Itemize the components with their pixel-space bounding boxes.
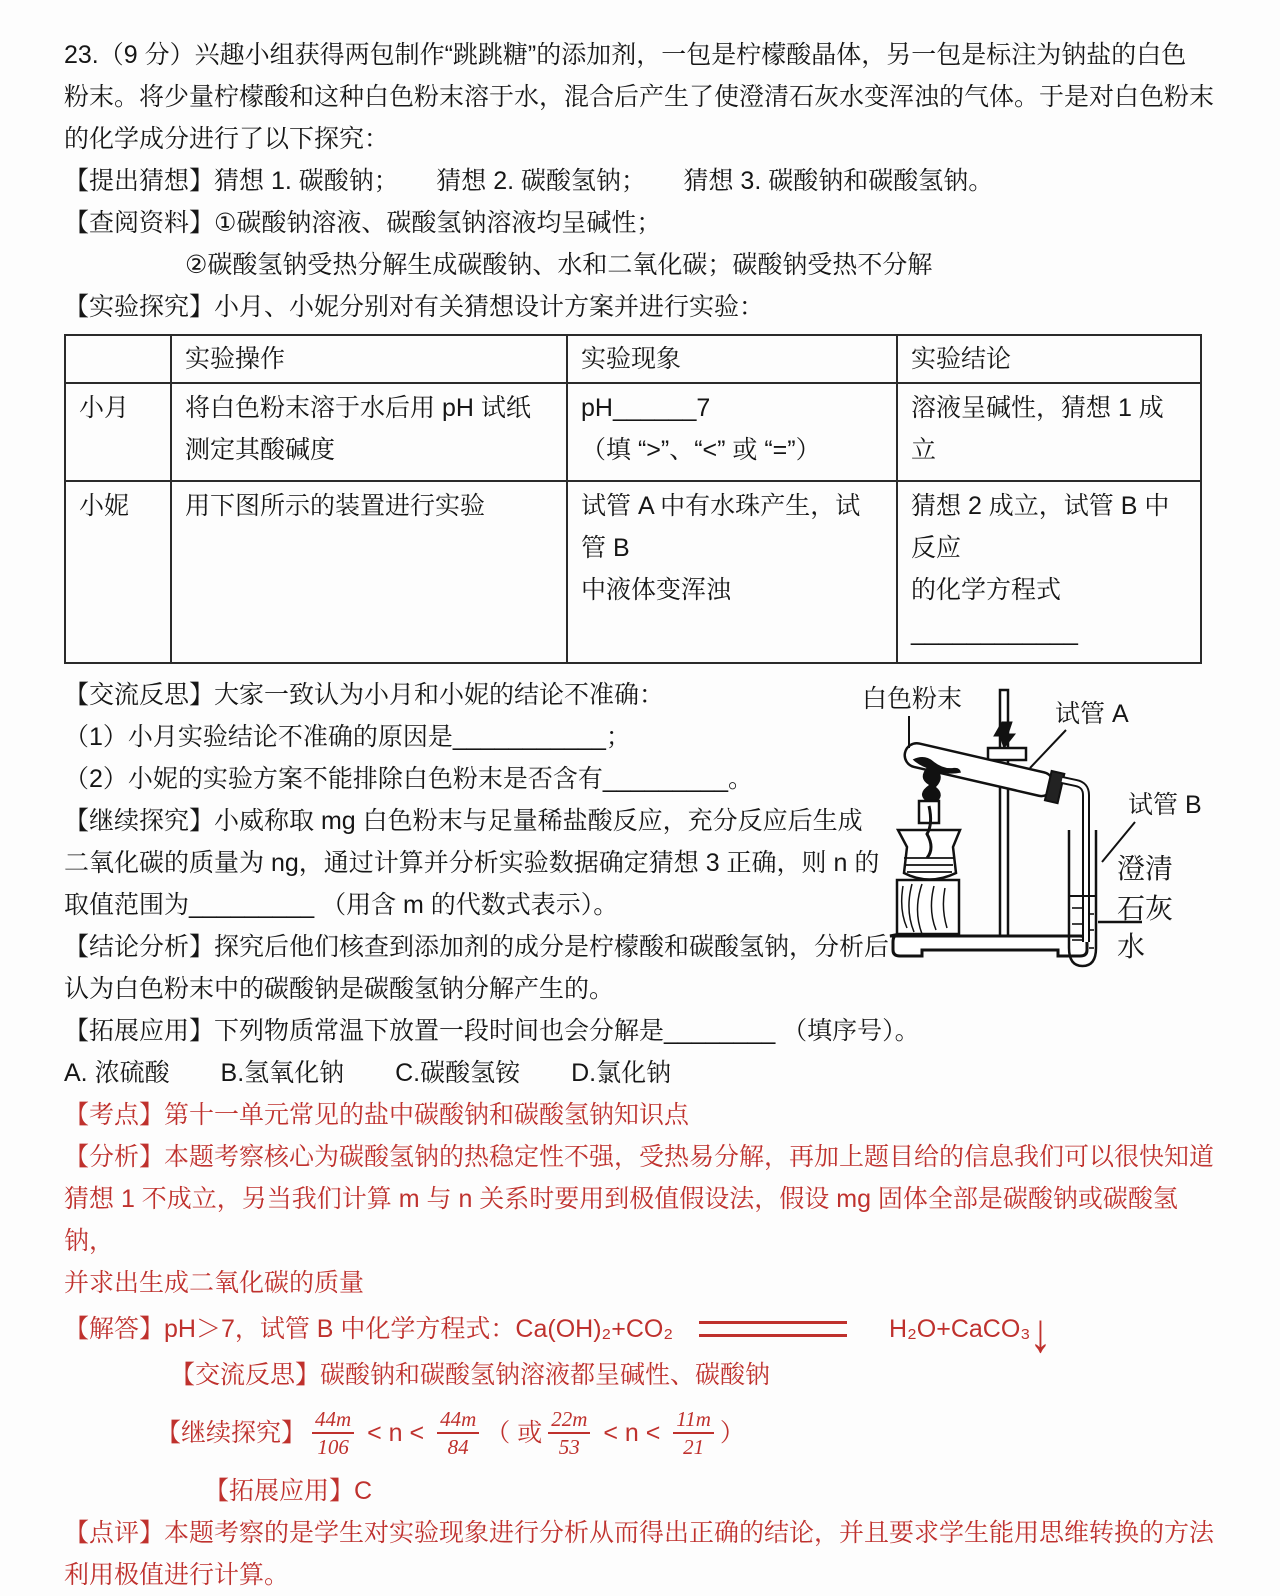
fenxi-line: 猜想 1 不成立，另当我们计算 m 与 n 关系时要用到极值假设法，假设 mg 固体全部是碳酸钠或碳酸氢钠， <box>64 1185 1178 1255</box>
fraction: $\frac{11m}{21}$ <box>673 1407 714 1459</box>
phenomenon-cell <box>567 481 897 663</box>
tube-a-pointer-line <box>1030 730 1066 768</box>
powder-label: 白色粉末 <box>862 685 963 713</box>
cell-line: 用下图所示的装置进行实验 <box>185 492 486 520</box>
conclusion-cell <box>897 481 1201 663</box>
continue-explore-line: 【继续探究】小威称取 mg 白色粉末与足量稀盐酸反应，充分反应后生成 <box>64 807 863 835</box>
cell-line: pH______7 <box>581 394 711 422</box>
reference-section-line: 【查阅资料】①碳酸钠溶液、碳酸氢钠溶液均呈碱性； <box>64 209 662 237</box>
equation-right: H₂O+CaCO₃ <box>889 1315 1031 1343</box>
apparatus-diagram <box>852 674 1234 1004</box>
table-header-empty <box>65 335 171 383</box>
question-intro-line: 的化学成分进行了以下探究： <box>64 125 390 153</box>
fraction: $\frac{44m}{106}$ <box>312 1407 354 1459</box>
tube-a-label: 试管 A <box>1055 700 1129 728</box>
continue-explore-line: 取值范围为_________ （用含 m 的代数式表示）。 <box>64 891 619 919</box>
operation-cell <box>171 383 567 481</box>
discussion-section <box>64 674 1220 1010</box>
tube-b-label: 试管 B <box>1128 791 1202 819</box>
cell-line: 溶液呈碱性，猜想 1 成立 <box>911 394 1164 464</box>
cell-line: 的化学方程式____________ <box>911 576 1078 646</box>
blank-question-1: （1）小月实验结论不准确的原因是___________； <box>64 723 631 751</box>
fenxi-line: 【分析】本题考察核心为碳酸氢钠的热稳定性不强，受热易分解，再加上题目给的信息我们可以很快知道 <box>64 1143 1215 1171</box>
table-header-operation: 实验操作 <box>171 335 567 383</box>
delivery-tube <box>1062 780 1086 942</box>
student-name-cell: 小月 <box>65 383 171 481</box>
cell-line: 测定其酸碱度 <box>185 436 336 464</box>
stand-base <box>890 934 1087 956</box>
cell-line: 将白色粉末溶于水后用 pH 试纸 <box>185 394 531 422</box>
phenomenon-cell <box>567 383 897 481</box>
experiment-table <box>64 334 1202 664</box>
table-row <box>65 481 1201 663</box>
limewater-label <box>1117 853 1173 962</box>
dianping-line: 【点评】本题考察的是学生对实验现象进行分析从而得出正确的结论，并且要求学生能用思维转换的方法 <box>64 1519 1215 1547</box>
table-header-row <box>65 335 1201 383</box>
or-open: （ 或 <box>485 1419 543 1447</box>
question-intro-line: 粉末。将少量柠檬酸和这种白色粉末溶于水，混合后产生了使澄清石灰水变浑浊的气体。于是对白色粉末 <box>64 83 1215 111</box>
wood-block <box>897 880 959 934</box>
extend-section: 【拓展应用】下列物质常温下放置一段时间也会分解是________ （填序号）。 <box>64 1017 920 1045</box>
conclusion-analysis-line: 【结论分析】探究后他们核查到添加剂的成分是柠檬酸和碳酸氢钠，分析后 <box>64 933 890 961</box>
chemical-equation-line: 【解答】pH＞7，试管 B 中化学方程式：Ca(OH)₂+CO₂ H₂O+CaCO₃ ↓ <box>64 1302 1052 1364</box>
svg-text:水: 水 <box>1117 931 1146 962</box>
alcohol-lamp <box>898 801 960 880</box>
tuozhan-answer-line: 【拓展应用】C <box>204 1477 373 1505</box>
fraction: $\frac{22m}{53}$ <box>548 1407 590 1459</box>
fenxi-line: 并求出生成二氧化碳的质量 <box>64 1269 365 1297</box>
reflect-section-title: 【交流反思】大家一致认为小月和小妮的结论不准确： <box>64 681 665 709</box>
option-b: B.氢氧化钠 <box>220 1059 345 1087</box>
student-name-cell: 小妮 <box>65 481 171 663</box>
option-c: C.碳酸氢铵 <box>395 1059 521 1087</box>
option-a: A. 浓硫酸 <box>64 1059 170 1087</box>
reference-section-line: ②碳酸氢钠受热分解生成碳酸钠、水和二氧化碳；碳酸钠受热不分解 <box>185 251 933 279</box>
operation-cell <box>171 481 567 663</box>
equation-left: 【解答】pH＞7，试管 B 中化学方程式：Ca(OH)₂+CO₂ <box>64 1315 674 1343</box>
inequality: < n < <box>596 1419 668 1447</box>
clamp <box>988 722 1026 760</box>
experiment-section-title: 【实验探究】小月、小妮分别对有关猜想设计方案并进行实验： <box>64 293 765 321</box>
paren-close: ） <box>719 1419 745 1447</box>
guess-section: 【提出猜想】猜想 1. 碳酸钠； 猜想 2. 碳酸氢钠； 猜想 3. 碳酸钠和碳酸氢钠。 <box>64 167 994 195</box>
answer-analysis-section <box>64 1094 1220 1596</box>
options-row <box>64 1052 1220 1094</box>
equals-double-line <box>699 1321 847 1337</box>
kaodian-line: 【考点】第十一单元常见的盐中碳酸钠和碳酸氢钠知识点 <box>64 1101 690 1129</box>
svg-text:石灰: 石灰 <box>1117 893 1174 924</box>
dianping-line: 利用极值进行计算。 <box>64 1561 290 1589</box>
jixu-label: 【继续探究】 <box>156 1419 307 1447</box>
table-row <box>65 383 1201 481</box>
table-header-conclusion: 实验结论 <box>897 335 1201 383</box>
option-d: D.氯化钠 <box>571 1059 672 1087</box>
question-intro-line: 23.（9 分）兴趣小组获得两包制作“跳跳糖”的添加剂，一包是柠檬酸晶体，另一包是标注为钠盐的白色 <box>64 41 1187 69</box>
cell-line: 猜想 2 成立，试管 B 中反应 <box>911 492 1170 562</box>
conclusion-analysis-line: 认为白色粉末中的碳酸钠是碳酸氢钠分解产生的。 <box>64 975 615 1003</box>
jixu-answer-line <box>64 1396 1220 1470</box>
cell-line: （填 “>”、“<” 或 “=”） <box>581 436 821 464</box>
fraction: $\frac{44m}{84}$ <box>437 1407 479 1459</box>
continue-explore-line: 二氧化碳的质量为 ng，通过计算并分析实验数据确定猜想 3 正确，则 n 的 <box>64 849 880 877</box>
cell-line: 中液体变浑浊 <box>581 576 732 604</box>
cell-line: 试管 A 中有水珠产生，试管 B <box>581 492 861 562</box>
svg-text:澄清: 澄清 <box>1117 853 1174 884</box>
blank-question-2: （2）小妮的实验方案不能排除白色粉末是否含有_________。 <box>64 765 754 793</box>
jiaoliu-answer-line: 【交流反思】碳酸钠和碳酸氢钠溶液都呈碱性、碳酸钠 <box>170 1361 771 1389</box>
table-header-phenomenon: 实验现象 <box>567 335 897 383</box>
inequality: < n < <box>360 1419 432 1447</box>
conclusion-cell <box>897 383 1201 481</box>
